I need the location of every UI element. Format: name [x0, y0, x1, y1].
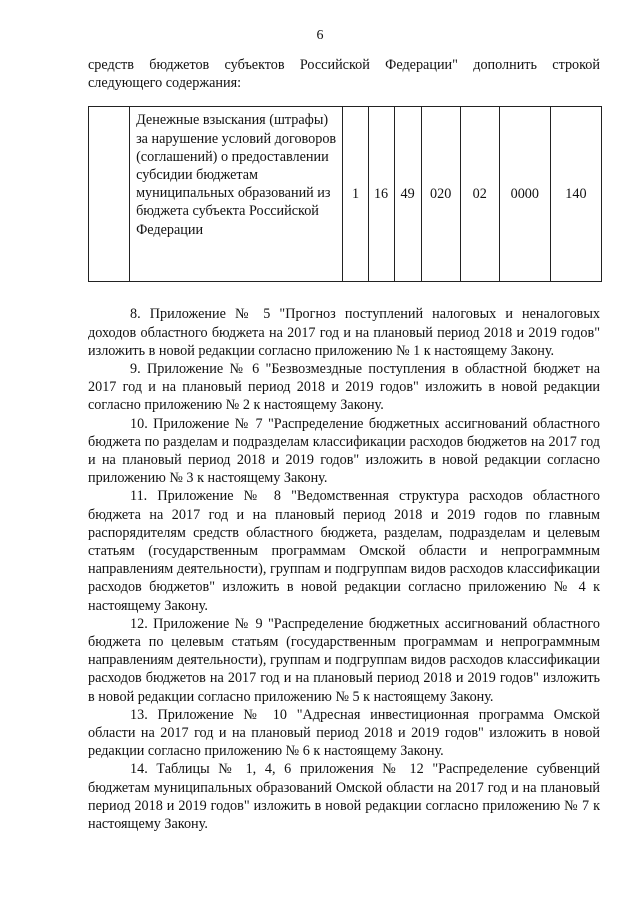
- paragraph-item-10: 10. Приложение № 7 "Распределение бюджетных ассигнований областного бюджета по разделам и подразделам классификации расходов бюджетов на 2017 год и на плановый период 2018 и 2019 годов" изложить в новой редакции согласно приложению № 3 к настоящему Закону.: [88, 415, 600, 487]
- paragraph-item-8: 8. Приложение № 5 "Прогноз поступлений налоговых и неналоговых доходов областного бюджета на 2017 год и на плановый период 2018 и 2019 годов" изложить в новой редакции согласно приложению № 1 к настоящему Закону.: [88, 306, 600, 359]
- table-cell-code: 1: [343, 107, 368, 282]
- paragraph-item-9: 9. Приложение № 6 "Безвозмездные поступления в областной бюджет на 2017 год и на плановый период 2018 и 2019 годов" изложить в новой редакции согласно приложению № 2 к настоящему Закону.: [88, 361, 600, 414]
- intro-paragraph: средств бюджетов субъектов Российской Федерации" дополнить строкой следующего содержания:: [88, 57, 600, 92]
- table-cell-blank: [89, 107, 130, 282]
- paragraph-item-12: 12. Приложение № 9 "Распределение бюджетных ассигнований областного бюджета по целевым статьям (государственным программам и непрограммным направлениям деятельности), группам и подгруппам видов расходов классификации расходов бюджетов на 2017 год и на плановый период 2018 и 2019 годов" изложить в новой редакции согласно приложению № 5 к настоящему Закону.: [88, 615, 600, 705]
- paragraph-item-11: 11. Приложение № 8 "Ведомственная структура расходов областного бюджета на 2017 год и на плановый период 2018 и 2019 годов по главным распорядителям средств областного бюджета, разделам, подразделам и целевым статьям (государственным программам Омской области и непрограммным направлениям деятельности), группам и подгруппам видов расходов классификации расходов бюджетов" изложить в новой редакции согласно приложению № 4 к настоящему Закону.: [88, 488, 600, 614]
- paragraph-item-14: 14. Таблицы № 1, 4, 6 приложения № 12 "Распределение субвенций бюджетам муниципальных образований Омской области на 2017 год и на плановый период 2018 и 2019 годов" изложить в новой редакции согласно приложению № 7 к настоящему Закону.: [88, 761, 600, 833]
- budget-classification-table: [88, 106, 602, 282]
- table-cell-code: 140: [550, 107, 601, 282]
- document-body: [88, 56, 600, 833]
- table-cell-code: 020: [421, 107, 460, 282]
- table-row: [89, 107, 602, 282]
- table-cell-code: 16: [368, 107, 394, 282]
- paragraph-item-13: 13. Приложение № 10 "Адресная инвестиционная программа Омской области на 2017 год и на плановый период 2018 и 2019 годов" изложить в новой редакции согласно приложению № 6 к настоящему Закону.: [88, 706, 600, 760]
- table-cell-code: 0000: [499, 107, 550, 282]
- table-cell-description: Денежные взыскания (штрафы) за нарушение условий договоров (соглашений) о предоставлении субсидии бюджетам муниципальных образований из бюджета субъекта Российской Федерации: [130, 107, 343, 282]
- table-cell-code: 02: [460, 107, 499, 282]
- table-cell-code: 49: [394, 107, 421, 282]
- page-number: 6: [316, 28, 324, 43]
